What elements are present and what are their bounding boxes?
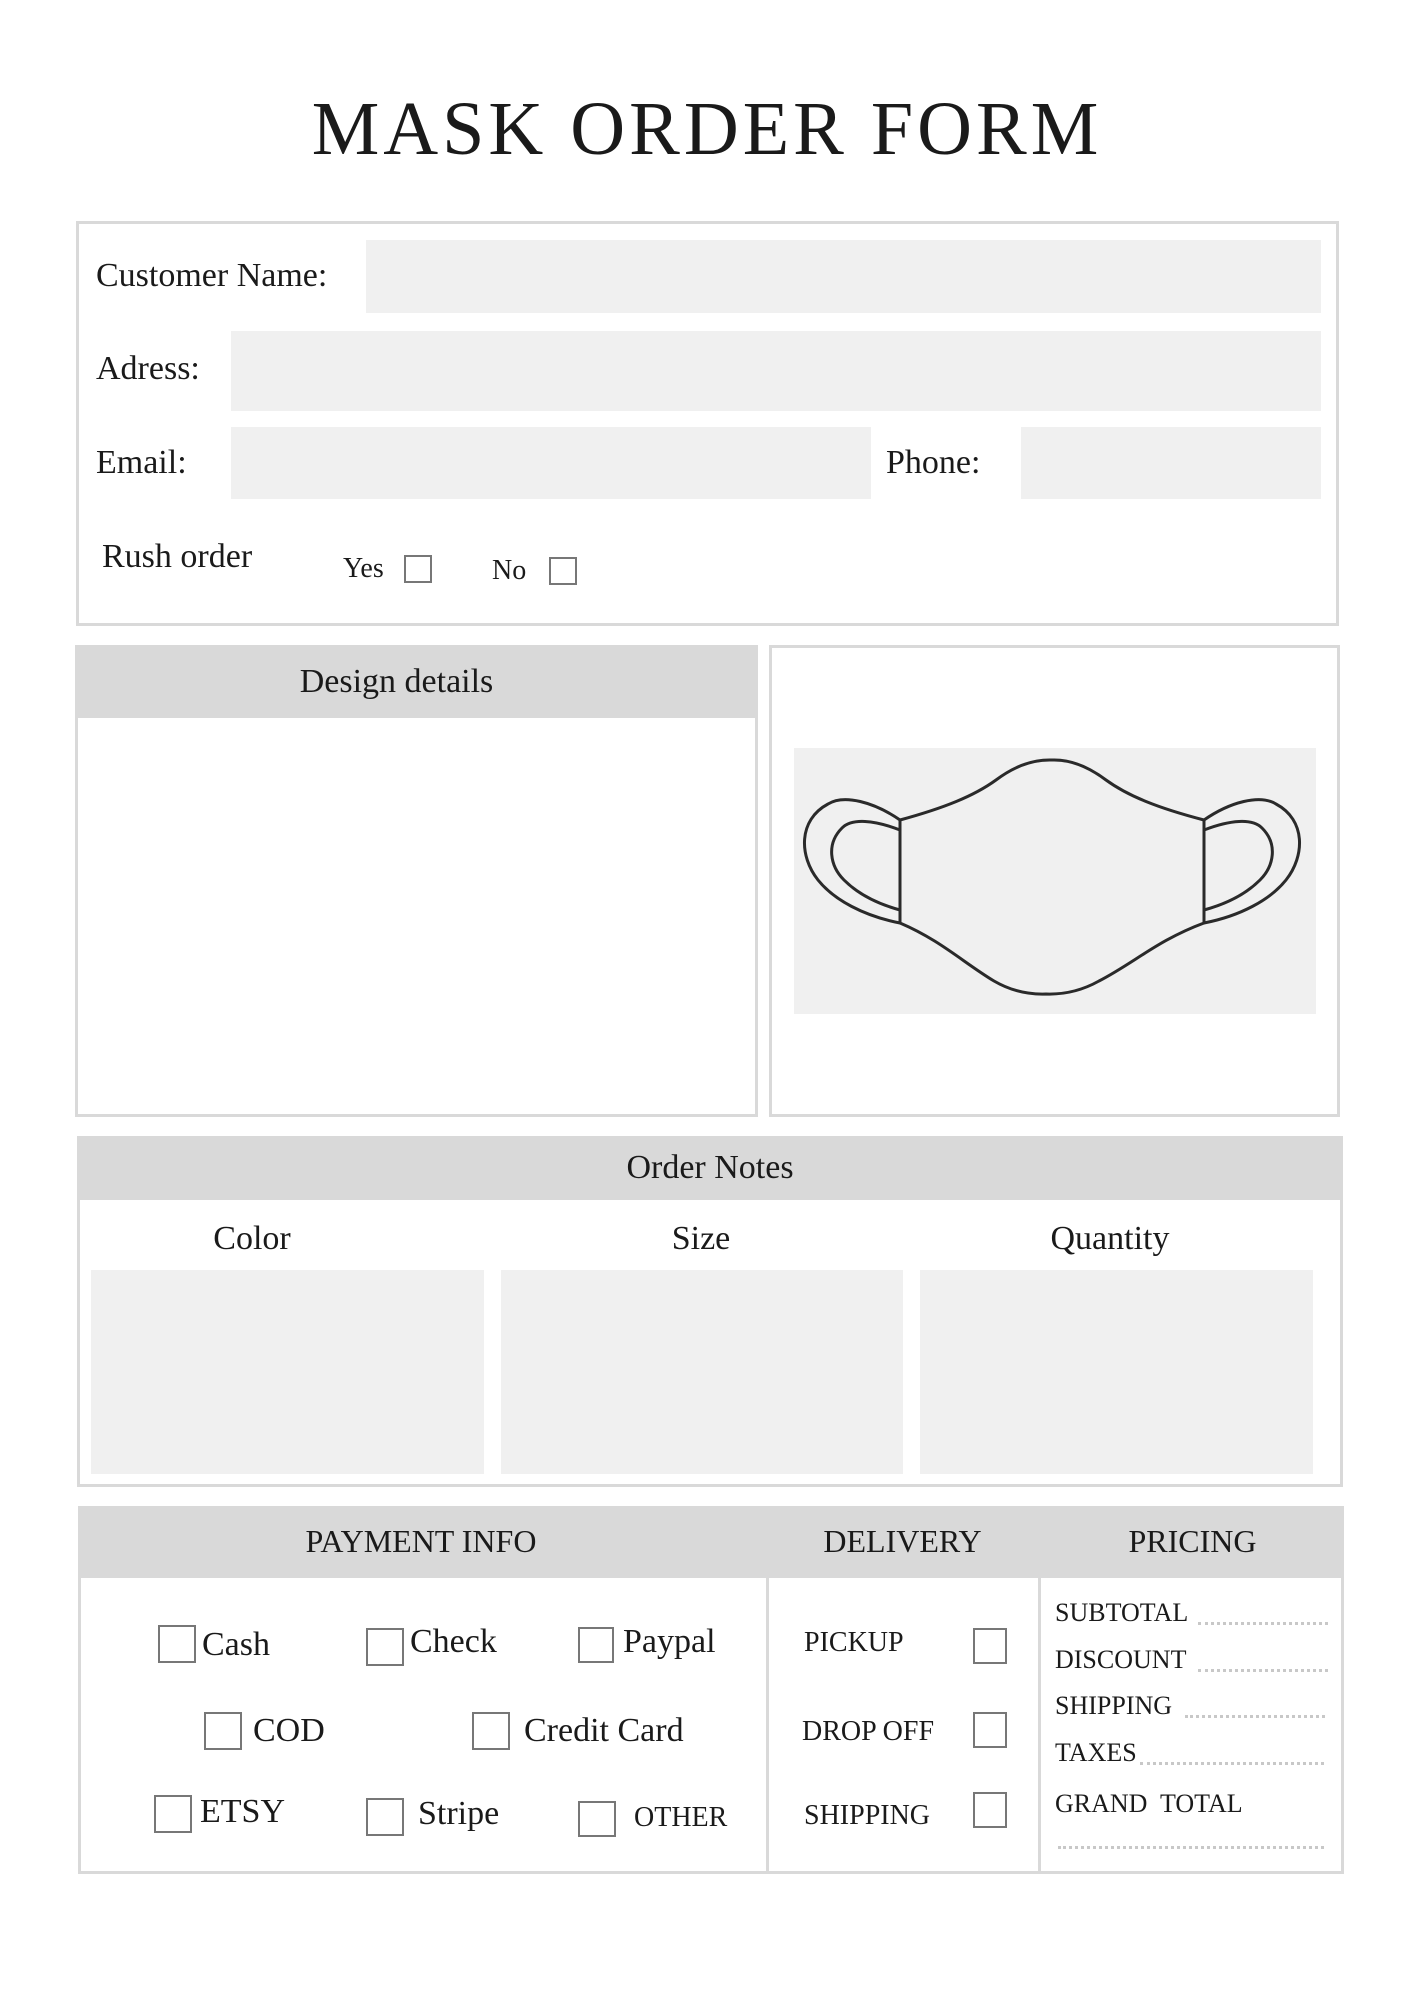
color-column-label: Color [213, 1220, 291, 1257]
cash-checkbox[interactable] [158, 1625, 196, 1663]
etsy-checkbox[interactable] [154, 1795, 192, 1833]
color-field[interactable] [91, 1270, 484, 1474]
subtotal-value-line[interactable] [1198, 1622, 1328, 1625]
check-checkbox[interactable] [366, 1628, 404, 1666]
size-column-label: Size [671, 1220, 731, 1257]
stripe-label: Stripe [418, 1795, 500, 1832]
paypal-checkbox[interactable] [578, 1627, 614, 1663]
cash-label: Cash [202, 1626, 270, 1663]
payment-delivery-divider [766, 1578, 769, 1874]
address-label: Adress: [96, 350, 200, 387]
grand-total-value-line[interactable] [1058, 1846, 1324, 1849]
pricing-header: PRICING [1128, 1523, 1257, 1559]
taxes-value-line[interactable] [1140, 1762, 1324, 1765]
customer-name-label: Customer Name: [96, 257, 328, 294]
shipping-price-label: SHIPPING [1055, 1691, 1173, 1720]
delivery-header: DELIVERY [823, 1523, 982, 1559]
delivery-pricing-divider [1038, 1578, 1041, 1874]
credit-card-label: Credit Card [524, 1712, 684, 1749]
size-field[interactable] [501, 1270, 903, 1474]
discount-value-line[interactable] [1198, 1669, 1328, 1672]
shipping-checkbox[interactable] [973, 1792, 1007, 1828]
phone-label: Phone: [886, 444, 981, 481]
quantity-field[interactable] [920, 1270, 1313, 1474]
etsy-label: ETSY [200, 1793, 285, 1830]
order-notes-header: Order Notes [77, 1136, 1343, 1200]
subtotal-label: SUBTOTAL [1055, 1598, 1189, 1627]
customer-name-field[interactable] [366, 240, 1321, 313]
pickup-checkbox[interactable] [973, 1628, 1007, 1664]
stripe-checkbox[interactable] [366, 1798, 404, 1836]
shipping-value-line[interactable] [1185, 1715, 1325, 1718]
address-field[interactable] [231, 331, 1321, 411]
drop-off-label: DROP OFF [802, 1716, 935, 1747]
rush-yes-checkbox[interactable] [404, 555, 432, 583]
quantity-column-label: Quantity [1050, 1220, 1170, 1257]
check-label: Check [410, 1623, 497, 1660]
discount-label: DISCOUNT [1055, 1645, 1187, 1674]
taxes-label: TAXES [1055, 1738, 1137, 1767]
shipping-delivery-label: SHIPPING [804, 1800, 931, 1831]
cod-label: COD [253, 1712, 325, 1749]
cod-checkbox[interactable] [204, 1712, 242, 1750]
face-mask-icon [794, 748, 1316, 1014]
pickup-label: PICKUP [804, 1627, 904, 1658]
page-title: MASK ORDER FORM [311, 87, 1103, 171]
email-label: Email: [96, 444, 187, 481]
payment-info-header: PAYMENT INFO [305, 1523, 537, 1559]
rush-order-label: Rush order [102, 538, 253, 575]
paypal-label: Paypal [623, 1623, 716, 1660]
rush-no-checkbox[interactable] [549, 557, 577, 585]
rush-yes-label: Yes [343, 553, 384, 584]
rush-no-label: No [492, 555, 527, 586]
drop-off-checkbox[interactable] [973, 1712, 1007, 1748]
credit-card-checkbox[interactable] [472, 1712, 510, 1750]
email-field[interactable] [231, 427, 871, 499]
other-checkbox[interactable] [578, 1801, 616, 1837]
phone-field[interactable] [1021, 427, 1321, 499]
design-details-header: Design details [75, 645, 758, 718]
other-label: OTHER [634, 1802, 728, 1833]
grand-total-label: GRAND TOTAL [1055, 1789, 1243, 1818]
